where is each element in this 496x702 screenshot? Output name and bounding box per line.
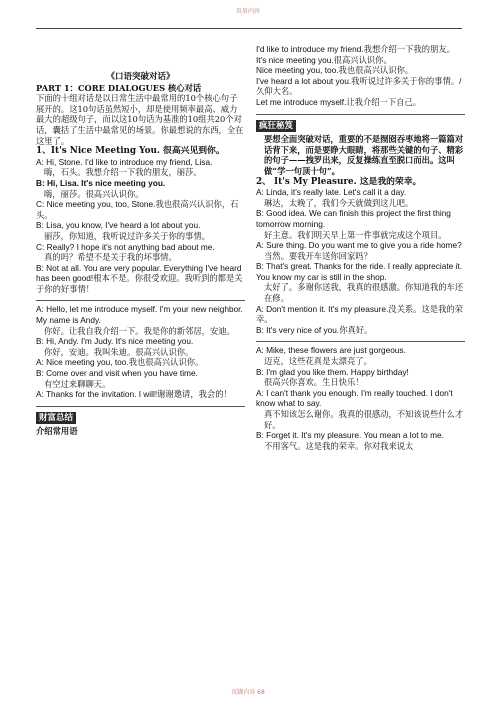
page-footer: 页脚内容 68 <box>231 689 265 696</box>
dialogue-translation: 好主意。我们明天早上第一件事就完成这个项目。 <box>264 229 447 240</box>
part-heading: PART 1：CORE DIALOGUES 核心对话 <box>36 82 202 93</box>
phrase-item: Nice meeting you, too.我也很高兴认识你。 <box>256 65 414 76</box>
page-header: 页眉内容 <box>235 8 260 15</box>
section-divider <box>36 300 245 301</box>
dialogue-translation: 不用客气。这是我的荣幸。你对我来说太 <box>264 440 414 451</box>
dialogue-line: B: I'm glad you like them. Happy birthday! <box>256 366 409 377</box>
dialogue-line: C: Really? I hope it's not anything bad about me. <box>36 241 215 252</box>
dialogue-line: B: Forget it. It's my pleasure. You mean a lot to me. <box>256 430 444 441</box>
dialogue-translation: 琳达，太晚了，我们今天就做到这儿吧。 <box>264 197 414 208</box>
dialogue-line: B: Lisa, you know, I've heard a lot about you. <box>36 220 201 231</box>
dialogue-translation: 有空过来聊聊天。 <box>44 378 111 389</box>
document-title: 《口语突破对话》 <box>106 72 175 82</box>
section-divider <box>256 114 465 115</box>
dialogue-translation: 真不知该怎么谢你。我真的很感动，不知该说些什么才好。 <box>264 409 464 430</box>
dialogue-line: B: That's great. Thanks for the ride. I really appreciate it. You know my car is still in the shop. <box>256 261 463 282</box>
phrase-item: I'd like to introduce my friend.我想介绍一下我的朋友。 <box>256 44 455 54</box>
dialogue-translation: 嗨，石头。我想介绍一下我的朋友，丽莎。 <box>44 167 202 178</box>
dialogue-line: C: Nice meeting you, too, Stone.我也很高兴认识你，石头。 <box>36 199 239 220</box>
section-divider <box>256 341 465 342</box>
phrase-item: It's nice meeting you.很高兴认识你。 <box>256 54 392 65</box>
right-column <box>256 44 465 451</box>
dialogue-line: B: Good idea. We can finish this project the first thing tomorrow morning. <box>256 208 451 229</box>
left-column <box>36 72 245 437</box>
dialogue-line: B: Not at all. You are very popular. Everything I've heard has been good!根本不是。你很受欢迎。我听到的都是关于你的好事情！ <box>36 262 243 294</box>
dialogue-translation: 当然。要我开车送你回家吗？ <box>264 250 372 261</box>
dialogue-translation: 真的吗？希望不是关于我的坏事情。 <box>44 252 177 263</box>
header-divider <box>36 28 462 29</box>
summary-tag: 财富总结 <box>36 412 76 425</box>
dialogue-line: A: Hi, Stone. I'd like to introduce my friend, Lisa. <box>36 156 213 167</box>
dialogue-translation: 你好，安迪。我叫朱迪。很高兴认识你。 <box>44 346 194 357</box>
dialogue-line: B: Hi, Lisa. It's nice meeting you. <box>36 177 166 188</box>
dialogue-translation: 太好了。多谢你送我，我真的很感激。你知道我的车还在修。 <box>264 282 464 304</box>
section-divider <box>36 406 245 407</box>
section-1-heading: 1、It's Nice Meeting You. 很高兴见到你。 <box>36 146 225 157</box>
dialogue-translation: 你好。让我自我介绍一下。我是你的新邻居，安迪。 <box>44 325 235 336</box>
dialogue-translation: 很高兴你喜欢。生日快乐！ <box>264 377 364 388</box>
dialogue-line: B: Come over and visit when you have time. <box>36 368 198 379</box>
phrase-item: I've heard a lot about you.我听说过许多关于你的事情。/ 久仰大名。 <box>256 75 462 97</box>
secret-tip-tag: 疯狂秘笈 <box>256 120 296 133</box>
dialogue-line: A: Don't mention it. It's my pleasure.没关系。这是我的荣幸。 <box>256 303 463 325</box>
dialogue-line: B: It's very nice of you.你真好。 <box>256 324 373 335</box>
dialogue-line: A: Mike, these flowers are just gorgeous. <box>256 345 406 356</box>
summary-heading: 介绍常用语 <box>36 426 78 437</box>
dialogue-line: B: Hi, Andy. I'm Judy. It's nice meeting you. <box>36 336 194 347</box>
dialogue-line: A: Linda, it's really late. Let's call it a day. <box>256 187 407 198</box>
dialogue-translation: 迈克，这些花真是太漂亮了。 <box>264 356 372 367</box>
dialogue-line: A: Nice meeting you, too.我也很高兴认识你。 <box>36 357 204 368</box>
dialogue-translation: 嗨，丽莎。很高兴认识你。 <box>44 188 144 199</box>
dialogue-line: A: Thanks for the invitation. I will!谢谢邀请，我会的！ <box>36 389 232 400</box>
tip-paragraph: 要想全面突破对话，重要的不是囫囵吞枣地将一篇篇对话背下来，而是要睁大眼睛，将那些关键的句子、精彩的句子——拽罗出来，反复操练直至脱口而出。这叫做“学一句顶十句”。 <box>264 134 464 176</box>
section-2-heading: 2、 It's My Pleasure. 这是我的荣幸。 <box>256 176 422 187</box>
dialogue-line: A: Sure thing. Do you want me to give you a ride home? <box>256 240 462 251</box>
dialogue-line: A: I can't thank you enough. I'm really touched. I don't know what to say. <box>256 387 453 409</box>
dialogue-translation: 丽莎，你知道，我听说过许多关于你的事情。 <box>44 230 210 241</box>
intro-paragraph: 下面的十组对话是以日常生活中最常用的10个核心句子展开的。这10句话虽然短小，却是使用频率最高、威力最大的超级句子，而以这10句话为基准的10组共20个对话，囊括了生活中最常见的场景。你最想说的东西，全在这里了。 <box>36 93 244 146</box>
dialogue-line: A: Hello, let me introduce myself. I'm your new neighbor. My name is Andy. <box>36 304 243 326</box>
phrase-item: Let me introduce myself.让我介绍一下自己。 <box>256 96 422 107</box>
